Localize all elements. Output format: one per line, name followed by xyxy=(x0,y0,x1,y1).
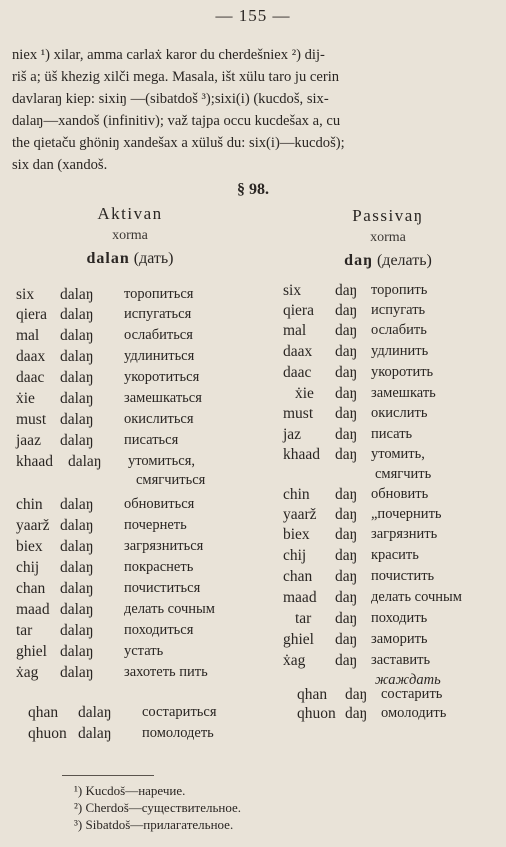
verb: daŋ xyxy=(345,686,368,703)
gloss: омолодить xyxy=(381,705,447,721)
gloss: торопить xyxy=(371,282,428,298)
word: jaaz xyxy=(16,432,41,449)
verb: dalaŋ xyxy=(60,601,94,618)
verb: dalaŋ xyxy=(60,306,94,323)
verb: daŋ xyxy=(335,446,358,463)
verb: daŋ xyxy=(335,405,358,422)
word: qiera xyxy=(16,306,47,323)
gloss: ослабиться xyxy=(124,327,193,343)
footnote: ³) Sibatdoš—прилагательное. xyxy=(74,817,234,832)
verb: dalaŋ xyxy=(60,286,94,303)
example-word: daŋ xyxy=(344,252,373,269)
gloss: загрязниться xyxy=(124,538,204,554)
word: ghiel xyxy=(16,643,47,660)
gloss: загрязнить xyxy=(371,526,438,542)
gloss: обновить xyxy=(371,486,429,502)
verb: daŋ xyxy=(335,610,358,627)
gloss: состарить xyxy=(381,686,443,702)
word: mal xyxy=(283,322,307,339)
verb: daŋ xyxy=(335,282,358,299)
word: six xyxy=(16,286,35,303)
verb: daŋ xyxy=(335,364,358,381)
gloss: красить xyxy=(371,547,419,563)
word: chan xyxy=(16,580,46,597)
verb: dalaŋ xyxy=(60,496,94,513)
intro-line: niex ¹) xilar, amma carlaẋ karor du cherdešniex ²) dij- xyxy=(12,47,325,63)
word: daax xyxy=(283,343,313,360)
verb: daŋ xyxy=(335,302,358,319)
intro-line: riš a; üš khezig xilči mega. Masala, išt xülu taro ju cerin xyxy=(12,69,340,85)
gloss: окислиться xyxy=(124,411,194,427)
footnote: ¹) Kucdoš—наречие. xyxy=(74,783,186,798)
column-example xyxy=(298,252,478,270)
verb: daŋ xyxy=(345,705,368,722)
word: maad xyxy=(16,601,50,618)
verb: daŋ xyxy=(335,426,358,443)
section-title: § 98. xyxy=(237,181,269,198)
gloss: укоротить xyxy=(371,364,434,380)
gloss: окислить xyxy=(371,405,428,421)
verb: dalaŋ xyxy=(60,622,94,639)
intro-line: dalaŋ—xandoš (infinitiv); važ tajpa occu kucdešax a, cu xyxy=(12,113,341,129)
word: ẋag xyxy=(16,664,39,681)
gloss: состариться xyxy=(142,704,217,720)
word: daax xyxy=(16,348,46,365)
word: mal xyxy=(16,327,40,344)
gloss: замешкаться xyxy=(124,390,202,406)
gloss: испугаться xyxy=(124,306,192,322)
intro-line: six dan (xandoš. xyxy=(12,157,108,173)
verb: dalaŋ xyxy=(68,453,102,470)
verb: daŋ xyxy=(335,322,358,339)
column-title: Passivaŋ xyxy=(352,206,424,225)
example-gloss: (делать) xyxy=(376,252,432,269)
word: six xyxy=(283,282,302,299)
gloss: писаться xyxy=(124,432,179,448)
word: khaad xyxy=(16,453,54,470)
gloss: почернеть xyxy=(124,517,187,533)
column-title: Aktivan xyxy=(97,204,163,223)
verb: daŋ xyxy=(335,589,358,606)
word: tar xyxy=(295,610,312,627)
word: chin xyxy=(283,486,310,503)
verb: dalaŋ xyxy=(60,538,94,555)
verb: dalaŋ xyxy=(60,348,94,365)
gloss: укоротиться xyxy=(124,369,200,385)
gloss: замешкать xyxy=(371,385,436,401)
gloss: делать сочным xyxy=(124,601,215,617)
verb: dalaŋ xyxy=(60,411,94,428)
verb: dalaŋ xyxy=(60,580,94,597)
word: yaarž xyxy=(16,517,50,534)
column-example xyxy=(40,250,220,268)
gloss: торопиться xyxy=(124,286,194,302)
word: chin xyxy=(16,496,43,513)
verb: dalaŋ xyxy=(60,432,94,449)
verb: daŋ xyxy=(335,486,358,503)
word: qhan xyxy=(297,686,328,703)
word: daac xyxy=(283,364,312,381)
verb: daŋ xyxy=(335,631,358,648)
verb: dalaŋ xyxy=(78,725,112,742)
verb: dalaŋ xyxy=(78,704,112,721)
verb: dalaŋ xyxy=(60,559,94,576)
intro-paragraph xyxy=(12,44,494,176)
gloss: утомить, xyxy=(371,446,425,462)
verb: dalaŋ xyxy=(60,327,94,344)
gloss: делать сочным xyxy=(371,589,462,605)
right-column-heading xyxy=(298,206,478,270)
gloss: испугать xyxy=(371,302,426,318)
word: must xyxy=(16,411,47,428)
verb: daŋ xyxy=(335,568,358,585)
column-subtitle: xorma xyxy=(370,230,406,245)
verb: daŋ xyxy=(335,343,358,360)
verb: dalaŋ xyxy=(60,369,94,386)
verb: daŋ xyxy=(335,506,358,523)
word: ẋie xyxy=(16,390,35,407)
page-number: — 155 — xyxy=(215,6,291,25)
intro-line: the qietaču ghöniŋ xandešax a xüluš du: six(i)—kucdoš); xyxy=(12,135,345,151)
gloss: заставить xyxy=(371,652,431,668)
verb: daŋ xyxy=(335,652,358,669)
gloss: заморить xyxy=(371,631,428,647)
word: daac xyxy=(16,369,45,386)
verb: dalaŋ xyxy=(60,517,94,534)
gloss: походиться xyxy=(124,622,194,638)
word: qhan xyxy=(28,704,59,721)
gloss: покраснеть xyxy=(124,559,194,575)
word: tar xyxy=(16,622,33,639)
left-word-list-extra xyxy=(28,704,278,754)
gloss: помолодеть xyxy=(142,725,214,741)
verb: daŋ xyxy=(335,385,358,402)
gloss: утомиться, xyxy=(128,453,195,469)
word: chan xyxy=(283,568,313,585)
gloss: походить xyxy=(371,610,428,626)
word: must xyxy=(283,405,314,422)
footnote-divider xyxy=(62,775,154,776)
word: chij xyxy=(283,547,307,564)
gloss: жаждать xyxy=(375,672,441,688)
footnote: ²) Cherdoš—существительное. xyxy=(74,800,242,815)
gloss: почистить xyxy=(371,568,435,584)
word: ẋag xyxy=(283,652,306,669)
gloss: удлинить xyxy=(371,343,429,359)
gloss: устать xyxy=(124,643,164,659)
verb: dalaŋ xyxy=(60,664,94,681)
left-column-heading xyxy=(40,204,220,268)
gloss: удлиниться xyxy=(124,348,195,364)
word: qhuon xyxy=(297,705,336,722)
gloss: захотеть пить xyxy=(124,664,208,680)
verb: dalaŋ xyxy=(60,643,94,660)
example-gloss: (дать) xyxy=(133,250,174,267)
word: maad xyxy=(283,589,317,606)
word: khaad xyxy=(283,446,321,463)
verb: daŋ xyxy=(335,547,358,564)
word: biex xyxy=(16,538,43,555)
verb: daŋ xyxy=(335,526,358,543)
gloss: смягчить xyxy=(375,466,432,482)
word: chij xyxy=(16,559,40,576)
example-word: dalan xyxy=(86,250,130,267)
column-subtitle: xorma xyxy=(112,228,148,243)
gloss: смягчиться xyxy=(136,472,206,488)
word: yaarž xyxy=(283,506,317,523)
left-word-list xyxy=(16,286,266,706)
gloss: почиститься xyxy=(124,580,201,596)
gloss: писать xyxy=(371,426,413,442)
word: ẋie xyxy=(295,385,314,402)
intro-line: davlaraŋ kiep: sixiŋ —(sibatdoš ³);sixi(i) (kucdoš, six- xyxy=(12,91,329,107)
word: qiera xyxy=(283,302,314,319)
gloss: ослабить xyxy=(371,322,427,338)
word: biex xyxy=(283,526,310,543)
verb: dalaŋ xyxy=(60,390,94,407)
footnotes xyxy=(74,782,241,833)
word: jaz xyxy=(283,426,302,443)
gloss: обновиться xyxy=(124,496,195,512)
right-word-list xyxy=(283,282,503,722)
gloss: „почернить xyxy=(371,506,442,522)
word: qhuon xyxy=(28,725,67,742)
word: ghiel xyxy=(283,631,314,648)
